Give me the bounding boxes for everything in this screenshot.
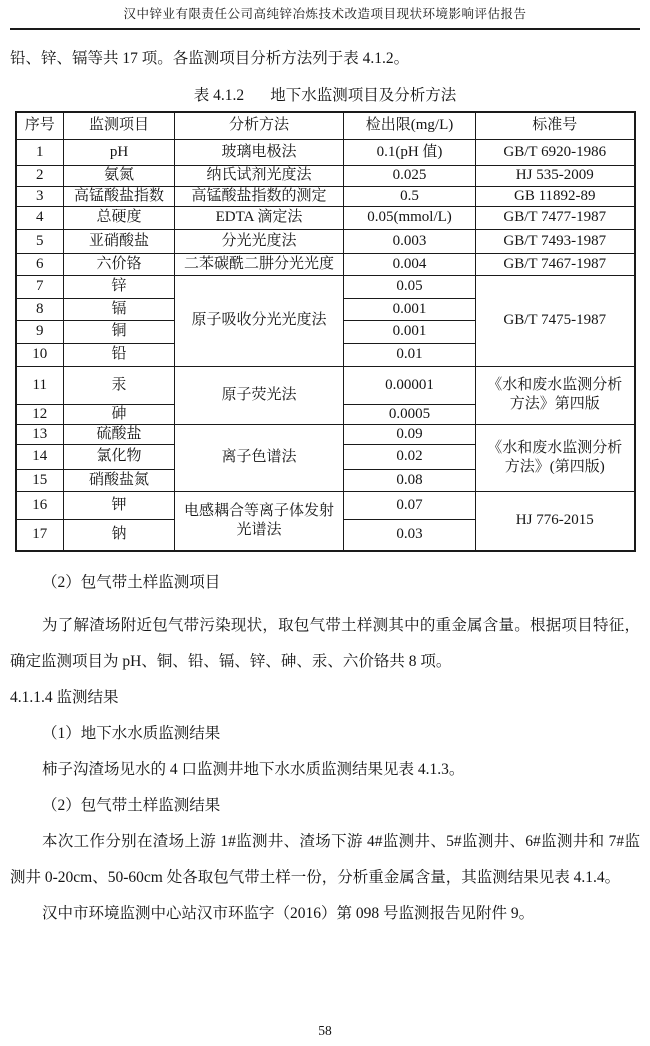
- cell-limit: 0.09: [344, 424, 476, 444]
- cell-no: 3: [16, 186, 64, 206]
- cell-item: 总硬度: [64, 206, 175, 229]
- table-row: [16, 491, 635, 519]
- cell-no: 16: [16, 491, 64, 519]
- cell-no: 5: [16, 229, 64, 253]
- document-header-title: 汉中锌业有限责任公司高纯锌冶炼技术改造项目现状环境影响评估报告: [123, 7, 527, 21]
- cell-item: 亚硝酸盐: [64, 229, 175, 253]
- cell-limit: 0.05: [344, 275, 476, 298]
- cell-no: 10: [16, 343, 64, 366]
- cell-no: 9: [16, 320, 64, 343]
- table-row: [16, 253, 635, 275]
- table-row: [16, 229, 635, 253]
- cell-limit: 0.004: [344, 253, 476, 275]
- cell-standard: GB/T 6920-1986: [476, 139, 635, 165]
- monitoring-methods-table: [15, 111, 636, 552]
- cell-limit: 0.08: [344, 469, 476, 491]
- cell-method: EDTA 滴定法: [175, 206, 344, 229]
- cell-no: 15: [16, 469, 64, 491]
- cell-no: 4: [16, 206, 64, 229]
- cell-item: 钠: [64, 519, 175, 551]
- cell-limit: 0.07: [344, 491, 476, 519]
- table-caption: [10, 86, 640, 106]
- cell-no: 17: [16, 519, 64, 551]
- cell-item: 镉: [64, 298, 175, 320]
- table-row: [16, 139, 635, 165]
- table-caption-title: 地下水监测项目及分析方法: [270, 87, 457, 104]
- body-sections: [10, 565, 640, 932]
- cell-limit: 0.05(mmol/L): [344, 206, 476, 229]
- cell-item: pH: [64, 139, 175, 165]
- cell-item: 锌: [64, 275, 175, 298]
- paragraph: 柿子沟渣场见水的 4 口监测井地下水水质监测结果见表 4.1.3。: [42, 761, 465, 778]
- cell-method: 高锰酸盐指数的测定: [175, 186, 344, 206]
- cell-item: 钾: [64, 491, 175, 519]
- cell-limit: 0.0005: [344, 404, 476, 424]
- cell-item: 高锰酸盐指数: [64, 186, 175, 206]
- cell-limit: 0.1(pH 值): [344, 139, 476, 165]
- cell-method: 纳氏试剂光度法: [175, 165, 344, 186]
- cell-method: 电感耦合等离子体发射光谱法: [175, 491, 344, 551]
- cell-method: 离子色谱法: [175, 424, 344, 491]
- cell-no: 13: [16, 424, 64, 444]
- cell-item: 六价铬: [64, 253, 175, 275]
- cell-no: 8: [16, 298, 64, 320]
- cell-standard: HJ 535-2009: [476, 165, 635, 186]
- cell-item: 砷: [64, 404, 175, 424]
- list-heading: （1）地下水水质监测结果: [42, 725, 221, 742]
- cell-no: 1: [16, 139, 64, 165]
- column-header-0: 序号: [16, 112, 64, 139]
- cell-method: 原子吸收分光光度法: [175, 275, 344, 366]
- table-caption-label: 表 4.1.2: [193, 87, 245, 104]
- cell-limit: 0.001: [344, 298, 476, 320]
- table-row: [16, 275, 635, 298]
- cell-standard: HJ 776-2015: [476, 491, 635, 551]
- table-row: [16, 424, 635, 444]
- cell-item: 氨氮: [64, 165, 175, 186]
- cell-no: 12: [16, 404, 64, 424]
- cell-standard: GB/T 7493-1987: [476, 229, 635, 253]
- cell-item: 铅: [64, 343, 175, 366]
- subsection-heading: （2）包气带土样监测项目: [42, 574, 221, 591]
- cell-item: 硫酸盐: [64, 424, 175, 444]
- paragraph: 本次工作分别在渣场上游 1#监测井、渣场下游 4#监测井、5#监测井、6#监测井和 7#监测井 0-20cm、50-60cm 处各取包气带土样一份，分析重金属含量，其监测结果见表 4.1.4。: [10, 833, 640, 886]
- table-header-row: [16, 112, 635, 139]
- list-heading: （2）包气带土样监测结果: [42, 797, 221, 814]
- cell-standard: 《水和废水监测分析方法》第四版: [476, 366, 635, 424]
- cell-limit: 0.025: [344, 165, 476, 186]
- column-header-1: 监测项目: [64, 112, 175, 139]
- table-row: [16, 186, 635, 206]
- cell-item: 汞: [64, 366, 175, 404]
- cell-standard: GB 11892-89: [476, 186, 635, 206]
- cell-limit: 0.03: [344, 519, 476, 551]
- cell-no: 11: [16, 366, 64, 404]
- cell-limit: 0.01: [344, 343, 476, 366]
- cell-no: 6: [16, 253, 64, 275]
- column-header-3: 检出限(mg/L): [344, 112, 476, 139]
- paragraph: 汉中市环境监测中心站汉市环监字（2016）第 098 号监测报告见附件 9。: [42, 905, 535, 922]
- cell-no: 2: [16, 165, 64, 186]
- cell-no: 7: [16, 275, 64, 298]
- intro-paragraph: 铅、锌、镉等共 17 项。各监测项目分析方法列于表 4.1.2。: [10, 50, 410, 67]
- monitoring-table-body: [16, 139, 635, 551]
- cell-limit: 0.02: [344, 444, 476, 469]
- cell-method: 玻璃电极法: [175, 139, 344, 165]
- cell-standard: GB/T 7475-1987: [476, 275, 635, 366]
- cell-method: 二苯碳酰二肼分光光度: [175, 253, 344, 275]
- cell-item: 氯化物: [64, 444, 175, 469]
- table-row: [16, 366, 635, 404]
- cell-standard: GB/T 7467-1987: [476, 253, 635, 275]
- cell-no: 14: [16, 444, 64, 469]
- cell-standard: GB/T 7477-1987: [476, 206, 635, 229]
- cell-limit: 0.003: [344, 229, 476, 253]
- cell-limit: 0.5: [344, 186, 476, 206]
- cell-limit: 0.00001: [344, 366, 476, 404]
- column-header-2: 分析方法: [175, 112, 344, 139]
- cell-method: 原子荧光法: [175, 366, 344, 424]
- page-number: 58: [318, 1023, 332, 1038]
- column-header-4: 标准号: [476, 112, 635, 139]
- cell-item: 硝酸盐氮: [64, 469, 175, 491]
- paragraph: 为了解渣场附近包气带污染现状，取包气带土样测其中的重金属含量。根据项目特征，确定监测项目为 pH、铜、铅、镉、锌、砷、汞、六价铬共 8 项。: [10, 617, 640, 670]
- cell-item: 铜: [64, 320, 175, 343]
- header-rule: [10, 28, 640, 30]
- table-row: [16, 206, 635, 229]
- section-heading: 4.1.1.4 监测结果: [10, 689, 119, 706]
- cell-limit: 0.001: [344, 320, 476, 343]
- cell-method: 分光光度法: [175, 229, 344, 253]
- table-row: [16, 165, 635, 186]
- cell-standard: 《水和废水监测分析方法》(第四版): [476, 424, 635, 491]
